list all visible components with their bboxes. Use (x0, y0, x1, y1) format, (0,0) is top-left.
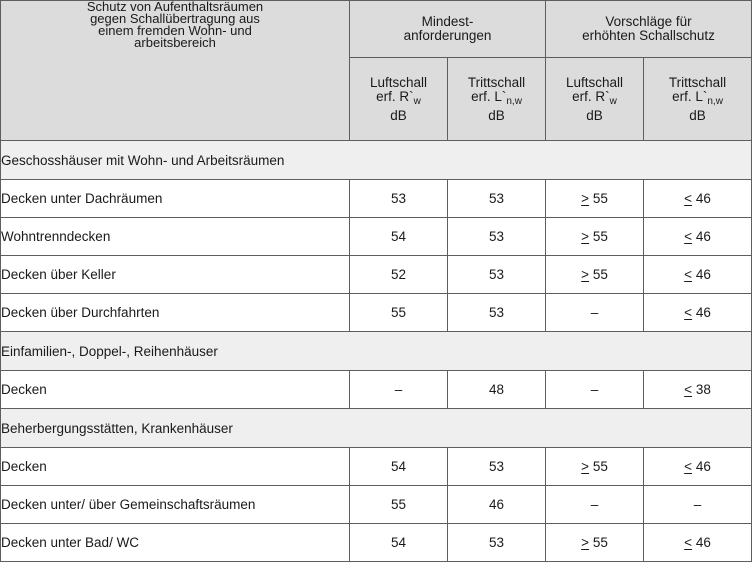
table-row (1, 218, 752, 256)
comparison-operator: > (581, 459, 590, 474)
row-label: Decken unter Bad/ WC (1, 524, 350, 562)
min-airborne-value: 53 (350, 180, 448, 218)
header-row-1 (1, 1, 752, 58)
min-impact-value: 48 (448, 371, 546, 409)
header-unit: dB (689, 107, 706, 123)
table-row (1, 371, 752, 409)
header-line: Luftschall (369, 74, 428, 90)
header-line: arbeitsbereich (134, 35, 216, 50)
table-row (1, 294, 752, 332)
value-number: 46 (695, 535, 711, 550)
rec-airborne-value (546, 180, 644, 218)
row-label: Decken über Durchfahrten (1, 294, 350, 332)
header-line: erhöhten Schallschutz (582, 28, 715, 43)
header-line: erf. $R`_w$ (572, 88, 617, 107)
min-impact-value: 53 (448, 180, 546, 218)
comparison-operator: < (684, 382, 693, 397)
min-impact-value: 53 (448, 524, 546, 562)
value-number: 55 (592, 535, 608, 550)
comparison-operator: > (581, 229, 590, 244)
min-airborne-value: 55 (350, 486, 448, 524)
value-number: 46 (695, 267, 711, 282)
rec-impact-value (644, 294, 752, 332)
value-number: 46 (695, 305, 711, 320)
min-airborne-value: 55 (350, 294, 448, 332)
comparison-operator: < (684, 535, 693, 550)
min-impact-value: 53 (448, 218, 546, 256)
header-line: Mindest- (421, 14, 474, 29)
rec-airborne-value (546, 218, 644, 256)
table-body (1, 141, 752, 562)
header-line: anforderungen (403, 28, 492, 43)
rec-airborne-value (546, 524, 644, 562)
value-number: 38 (695, 382, 711, 397)
rec-airborne-value (546, 448, 644, 486)
comparison-operator: > (581, 267, 590, 282)
min-airborne-value: 52 (350, 256, 448, 294)
header-line: einem fremden Wohn- und (98, 23, 252, 38)
header-line: erf. $R`_w$ (376, 88, 421, 107)
header-minimum-requirements (350, 1, 546, 58)
comparison-operator: > (581, 191, 590, 206)
section-title: Geschosshäuser mit Wohn- und Arbeitsräumen (1, 141, 752, 180)
rec-airborne-value (546, 486, 644, 524)
min-airborne-value: – (350, 371, 448, 409)
header-protection-scope (1, 1, 350, 141)
rec-impact-value (644, 524, 752, 562)
header-line: erf. $L`_{n,w}$ (672, 88, 723, 107)
section-title: Einfamilien-, Doppel-, Reihenhäuser (1, 332, 752, 371)
min-impact-value: 53 (448, 294, 546, 332)
value-number: 55 (592, 191, 608, 206)
table-header (1, 1, 752, 141)
value-number: – (590, 382, 599, 397)
comparison-operator: < (684, 305, 693, 320)
value-number: – (590, 497, 599, 512)
value-number: 46 (695, 459, 711, 474)
comparison-operator: > (581, 535, 590, 550)
min-impact-value: 46 (448, 486, 546, 524)
table-row (1, 180, 752, 218)
comparison-operator: < (684, 267, 693, 282)
table-row (1, 524, 752, 562)
rec-impact-value (644, 180, 752, 218)
table-row (1, 256, 752, 294)
row-label: Decken unter Dachräumen (1, 180, 350, 218)
rec-impact-value (644, 218, 752, 256)
section-row (1, 141, 752, 180)
header-rec-airborne (546, 58, 644, 141)
rec-airborne-value (546, 371, 644, 409)
header-line: Trittschall (668, 74, 727, 90)
value-number: – (693, 497, 702, 512)
value-number: 55 (592, 267, 608, 282)
table-row (1, 448, 752, 486)
header-unit: dB (390, 107, 407, 123)
header-line: Trittschall (467, 74, 526, 90)
section-title: Beherbergungsstätten, Krankenhäuser (1, 409, 752, 448)
header-line: Vorschläge für (605, 14, 692, 29)
rec-impact-value (644, 448, 752, 486)
row-label: Wohntrenndecken (1, 218, 350, 256)
comparison-operator: < (684, 191, 693, 206)
section-row (1, 332, 752, 371)
min-impact-value: 53 (448, 448, 546, 486)
header-min-impact (448, 58, 546, 141)
row-label: Decken (1, 371, 350, 409)
header-recommendations (546, 1, 752, 58)
header-rec-impact (644, 58, 752, 141)
table-row (1, 486, 752, 524)
section-row (1, 409, 752, 448)
comparison-operator: < (684, 229, 693, 244)
header-unit: dB (488, 107, 505, 123)
value-number: – (590, 305, 599, 320)
header-line: Schutz von Aufenthaltsräumen (86, 0, 264, 14)
rec-impact-value (644, 486, 752, 524)
value-number: 55 (592, 229, 608, 244)
value-number: 55 (592, 459, 608, 474)
row-label: Decken über Keller (1, 256, 350, 294)
header-line: Luftschall (565, 74, 624, 90)
rec-airborne-value (546, 256, 644, 294)
header-unit: dB (586, 107, 603, 123)
min-airborne-value: 54 (350, 524, 448, 562)
row-label: Decken unter/ über Gemeinschaftsräumen (1, 486, 350, 524)
min-airborne-value: 54 (350, 448, 448, 486)
rec-airborne-value (546, 294, 644, 332)
row-label: Decken (1, 448, 350, 486)
rec-impact-value (644, 256, 752, 294)
min-airborne-value: 54 (350, 218, 448, 256)
rec-impact-value (644, 371, 752, 409)
value-number: 46 (695, 229, 711, 244)
header-line: gegen Schallübertragung aus (90, 11, 260, 26)
min-impact-value: 53 (448, 256, 546, 294)
comparison-operator: < (684, 459, 693, 474)
value-number: 46 (695, 191, 711, 206)
header-line: erf. $L`_{n,w}$ (471, 88, 522, 107)
header-min-airborne (350, 58, 448, 141)
